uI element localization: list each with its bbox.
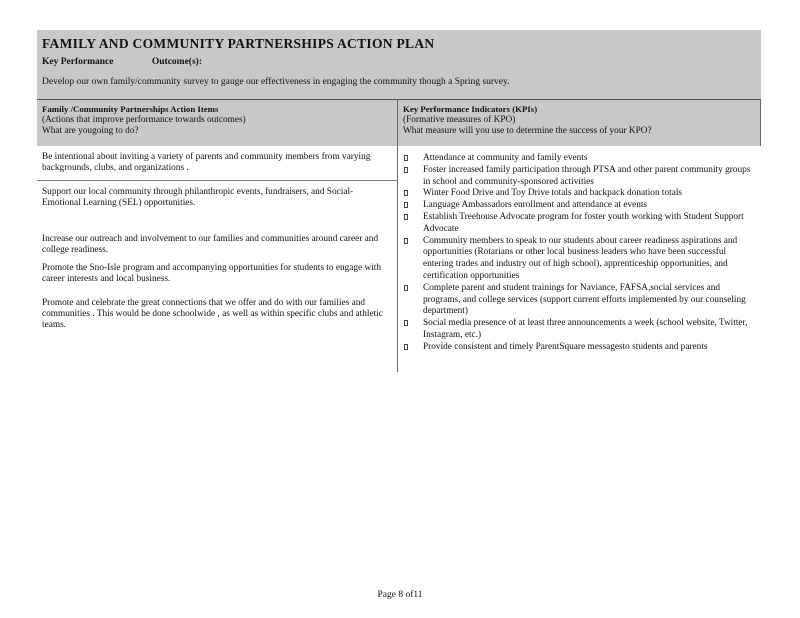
action-item: Support our local community through philanthropic events, fundraisers, and Social-Emotional Learning (SEL) opportunities. — [42, 187, 354, 208]
kpi-text: Winter Food Drive and Toy Drive totals and backpack donation totals — [423, 188, 683, 199]
kpi-heading: Key Performance Indicators (KPIs) — [403, 104, 538, 114]
kpi-item — [404, 188, 754, 200]
kpi-subheading: (Formative measures of KPO) — [403, 115, 516, 125]
checkbox-bullet-icon — [404, 344, 408, 350]
kpi-item — [404, 342, 754, 354]
checkbox-bullet-icon — [404, 238, 408, 244]
checkbox-bullet-icon — [404, 190, 408, 196]
kpi-text: Provide consistent and timely ParentSquare messagesto students and parents — [423, 341, 708, 352]
action-item: Promote the Sno-Isle program and accompanying opportunities for students to engage with career interests and local business. — [42, 263, 382, 284]
page-number: Page 8 of11 — [377, 590, 423, 600]
checkbox-bullet-icon — [404, 167, 408, 173]
kpi-list — [404, 153, 754, 354]
kpi-item — [404, 283, 754, 318]
checkbox-bullet-icon — [404, 155, 408, 161]
kpi-item — [404, 318, 754, 342]
checkbox-bullet-icon — [404, 320, 408, 326]
document-title: FAMILY AND COMMUNITY PARTNERSHIPS ACTION PLAN — [42, 36, 435, 51]
kpi-text: Attendance at community and family events — [423, 153, 588, 163]
kpi-text: Community members to speak to our students about career readiness aspirations and opportunities (Rotarians or other local business leaders who have been successful entering trades and industry out of high school), apprenticeship opportunities, and certification opportunities — [423, 235, 738, 281]
kpi-item — [404, 212, 754, 236]
kpi-text: Language Ambassadors enrollment and attendance at events — [423, 200, 648, 211]
outcome-label: Outcome(s): — [151, 57, 202, 67]
kpi-text: Social media presence of at least three announcements a week (school website, Twitter, Instagram, etc.) — [423, 318, 748, 340]
kpi-header — [398, 99, 761, 146]
kpi-question: What measure will you use to determine the success of your KPO? — [403, 126, 652, 136]
action-items-header — [37, 99, 398, 146]
kpi-item — [404, 236, 754, 283]
action-items-subheading: (Actions that improve performance towards outcomes) — [42, 115, 246, 125]
action-item: Promote and celebrate the great connections that we offer and do with our families and communities . This would be done schoolwide , as well as within specific clubs and athletic teams. — [42, 298, 383, 330]
kpi-text: Foster increased family participation through PTSA and other parent community groups in school and community-sponsored activities — [423, 164, 751, 187]
checkbox-bullet-icon — [404, 285, 408, 291]
kpi-item — [404, 165, 754, 189]
kpo-text: Develop our own family/community survey to gauge our effectiveness in engaging the community though a Spring survey. — [42, 77, 510, 87]
action-items-heading: Family /Community Partnerships Action Items — [42, 104, 219, 114]
checkbox-bullet-icon — [404, 202, 408, 208]
action-items-question: What are yougoing to do? — [42, 126, 139, 136]
kpi-text: Complete parent and student trainings for Naviance, FAFSA,social services and programs, and college services (support current efforts implemented by our counseling department) — [423, 282, 746, 317]
column-divider — [397, 99, 398, 372]
table-right-rule — [760, 99, 761, 146]
checkbox-bullet-icon — [404, 214, 408, 220]
action-item-divider — [37, 180, 398, 181]
kpi-item — [404, 153, 754, 165]
action-item: Increase our outreach and involvement to our families and communities around career and college readiness. — [42, 234, 379, 255]
kpo-label-row — [42, 57, 202, 67]
action-item: Be intentional about inviting a variety of parents and community members from varying backgrounds, clubs, and organizations . — [42, 152, 371, 173]
kpi-item — [404, 200, 754, 212]
table-top-rule — [37, 99, 761, 100]
kpi-text: Establish Treehouse Advocate program for foster youth working with Student Support Advocate — [423, 211, 744, 234]
kpo-label: Key Performance — [42, 57, 114, 67]
